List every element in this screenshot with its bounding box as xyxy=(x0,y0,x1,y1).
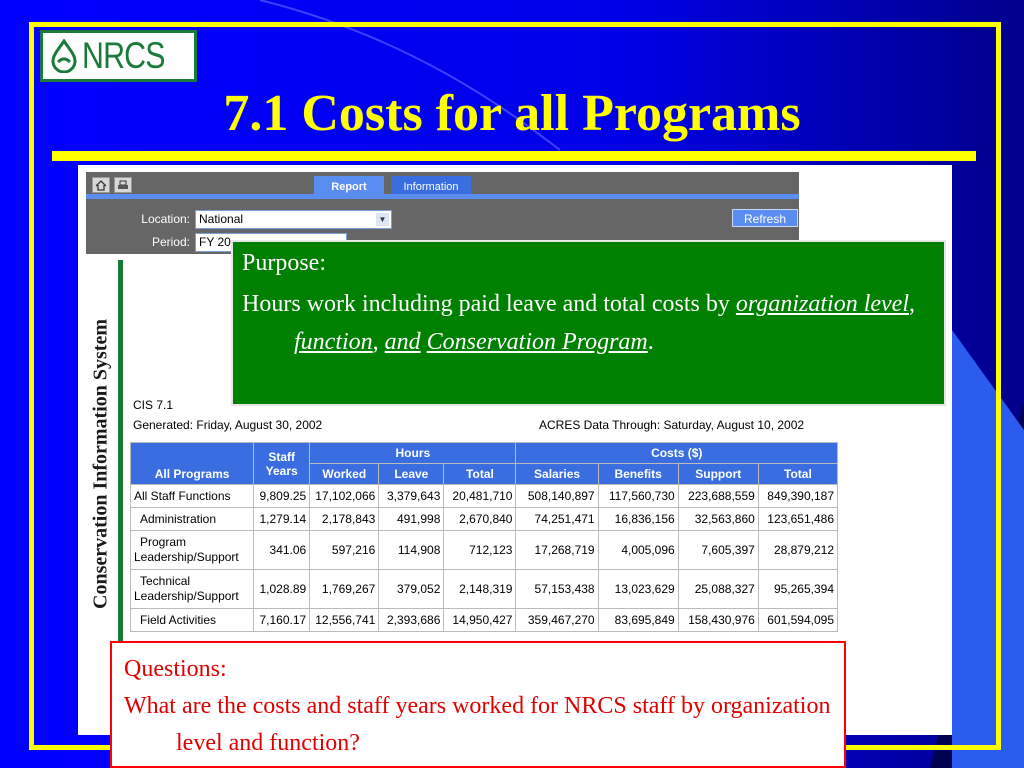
row-label-line1: Administration xyxy=(140,512,217,526)
table-cell: 25,088,327 xyxy=(678,570,758,609)
purpose-term-conservation-program: Conservation Program xyxy=(426,329,648,355)
table-cell: 849,390,187 xyxy=(758,485,837,508)
table-cell: 379,052 xyxy=(379,570,444,609)
purpose-callout xyxy=(231,240,946,406)
nrcs-logo xyxy=(40,30,197,82)
table-cell: 13,023,629 xyxy=(598,570,678,609)
table-cell: 2,393,686 xyxy=(379,609,444,632)
table-cell: 1,279.14 xyxy=(254,508,310,531)
row-label-line1: Technical xyxy=(140,574,191,588)
table-cell: 14,950,427 xyxy=(444,609,516,632)
staff-header-line1: Staff xyxy=(268,449,296,464)
table-cell: 597,216 xyxy=(310,531,379,570)
refresh-button[interactable]: Refresh xyxy=(732,209,798,227)
table-cell: 57,153,438 xyxy=(516,570,598,609)
purpose-heading: Purpose: xyxy=(242,250,326,276)
home-icon[interactable] xyxy=(92,177,110,193)
table-cell: 17,102,066 xyxy=(310,485,379,508)
row-label xyxy=(131,508,254,531)
column-header-leave: Leave xyxy=(379,464,444,485)
column-header-salaries: Salaries xyxy=(516,464,598,485)
purpose-sep-2: , xyxy=(372,329,385,355)
chevron-down-icon[interactable]: ▼ xyxy=(376,213,389,226)
sidebar-title-text: Conservation Information System xyxy=(89,319,112,609)
table-cell: 601,594,095 xyxy=(758,609,837,632)
print-icon[interactable] xyxy=(114,177,132,193)
row-label-line1: Field Activities xyxy=(140,613,217,627)
table-cell: 83,695,849 xyxy=(598,609,678,632)
questions-callout xyxy=(110,641,846,768)
staff-header-line2: Years xyxy=(265,463,298,478)
table-cell: 9,809.25 xyxy=(254,485,310,508)
table-cell: 2,148,319 xyxy=(444,570,516,609)
table-cell: 74,251,471 xyxy=(516,508,598,531)
table-cell: 2,670,840 xyxy=(444,508,516,531)
slide-title: 7.1 Costs for all Programs xyxy=(223,85,801,142)
table-cell: 4,005,096 xyxy=(598,531,678,570)
acres-data-date: ACRES Data Through: Saturday, August 10, 2002 xyxy=(539,418,805,432)
row-label xyxy=(131,531,254,570)
table-cell: 7,160.17 xyxy=(254,609,310,632)
table-cell: 123,651,486 xyxy=(758,508,837,531)
table-cell: 17,268,719 xyxy=(516,531,598,570)
row-label-line2: Leadership/Support xyxy=(134,589,239,603)
table-cell: 7,605,397 xyxy=(678,531,758,570)
row-label xyxy=(131,609,254,632)
group-header-hours: Hours xyxy=(310,443,516,464)
report-id: CIS 7.1 xyxy=(133,398,174,412)
purpose-text xyxy=(242,285,936,361)
table-cell: 20,481,710 xyxy=(444,485,516,508)
water-drop-icon xyxy=(49,39,79,73)
column-header-costs-total: Total xyxy=(758,464,837,485)
row-label-line1: All Staff Functions xyxy=(134,489,231,503)
table-row xyxy=(131,570,838,609)
table-cell: 341.06 xyxy=(254,531,310,570)
table-cell: 1,028.89 xyxy=(254,570,310,609)
table-cell: 114,908 xyxy=(379,531,444,570)
row-label-line2: Leadership/Support xyxy=(134,550,239,564)
sidebar-divider xyxy=(118,260,123,660)
table-cell: 117,560,730 xyxy=(598,485,678,508)
table-cell: 3,379,643 xyxy=(379,485,444,508)
logo-text: NRCS xyxy=(82,35,165,76)
table-row xyxy=(131,609,838,632)
purpose-sep-1: , xyxy=(909,291,915,317)
table-cell: 508,140,897 xyxy=(516,485,598,508)
location-label: Location: xyxy=(141,212,190,226)
sidebar-title xyxy=(87,262,115,666)
purpose-term-and: and xyxy=(384,329,421,355)
table-cell: 16,836,156 xyxy=(598,508,678,531)
group-header-costs: Costs ($) xyxy=(516,443,838,464)
row-label xyxy=(131,485,254,508)
table-cell: 95,265,394 xyxy=(758,570,837,609)
purpose-lead: Hours work including paid leave and total costs by xyxy=(242,291,736,317)
tab-report[interactable]: Report xyxy=(314,176,384,199)
purpose-term-function: function xyxy=(294,329,373,355)
column-header-program: All Programs xyxy=(131,443,254,485)
column-header-benefits: Benefits xyxy=(598,464,678,485)
column-header-support: Support xyxy=(678,464,758,485)
tab-bar xyxy=(86,172,799,199)
row-label xyxy=(131,570,254,609)
period-value: FY 20 xyxy=(199,235,231,249)
purpose-end: . xyxy=(647,329,654,355)
column-header-worked: Worked xyxy=(310,464,379,485)
table-row xyxy=(131,508,838,531)
questions-text: What are the costs and staff years worked for NRCS staff by organization level and function? xyxy=(124,693,831,756)
location-value: National xyxy=(199,212,244,226)
questions-heading: Questions: xyxy=(124,656,227,682)
table-cell: 491,998 xyxy=(379,508,444,531)
table-row xyxy=(131,485,838,508)
table-cell: 158,430,976 xyxy=(678,609,758,632)
table-cell: 32,563,860 xyxy=(678,508,758,531)
location-select[interactable] xyxy=(195,210,392,229)
purpose-term-org-level: organization level xyxy=(735,291,909,317)
table-row xyxy=(131,531,838,570)
generated-date: Generated: Friday, August 30, 2002 xyxy=(133,418,323,432)
row-label-line1: Program xyxy=(140,535,187,549)
table-cell: 2,178,843 xyxy=(310,508,379,531)
table-cell: 1,769,267 xyxy=(310,570,379,609)
table-cell: 223,688,559 xyxy=(678,485,758,508)
table-cell: 28,879,212 xyxy=(758,531,837,570)
tab-information[interactable]: Information xyxy=(391,176,471,199)
period-label: Period: xyxy=(151,235,190,249)
costs-table xyxy=(130,442,838,632)
column-header-staff-years xyxy=(254,443,310,485)
column-header-hours-total: Total xyxy=(444,464,516,485)
table-body xyxy=(131,485,838,632)
table-cell: 359,467,270 xyxy=(516,609,598,632)
table-cell: 712,123 xyxy=(444,531,516,570)
table-cell: 12,556,741 xyxy=(310,609,379,632)
title-underline xyxy=(52,151,976,161)
